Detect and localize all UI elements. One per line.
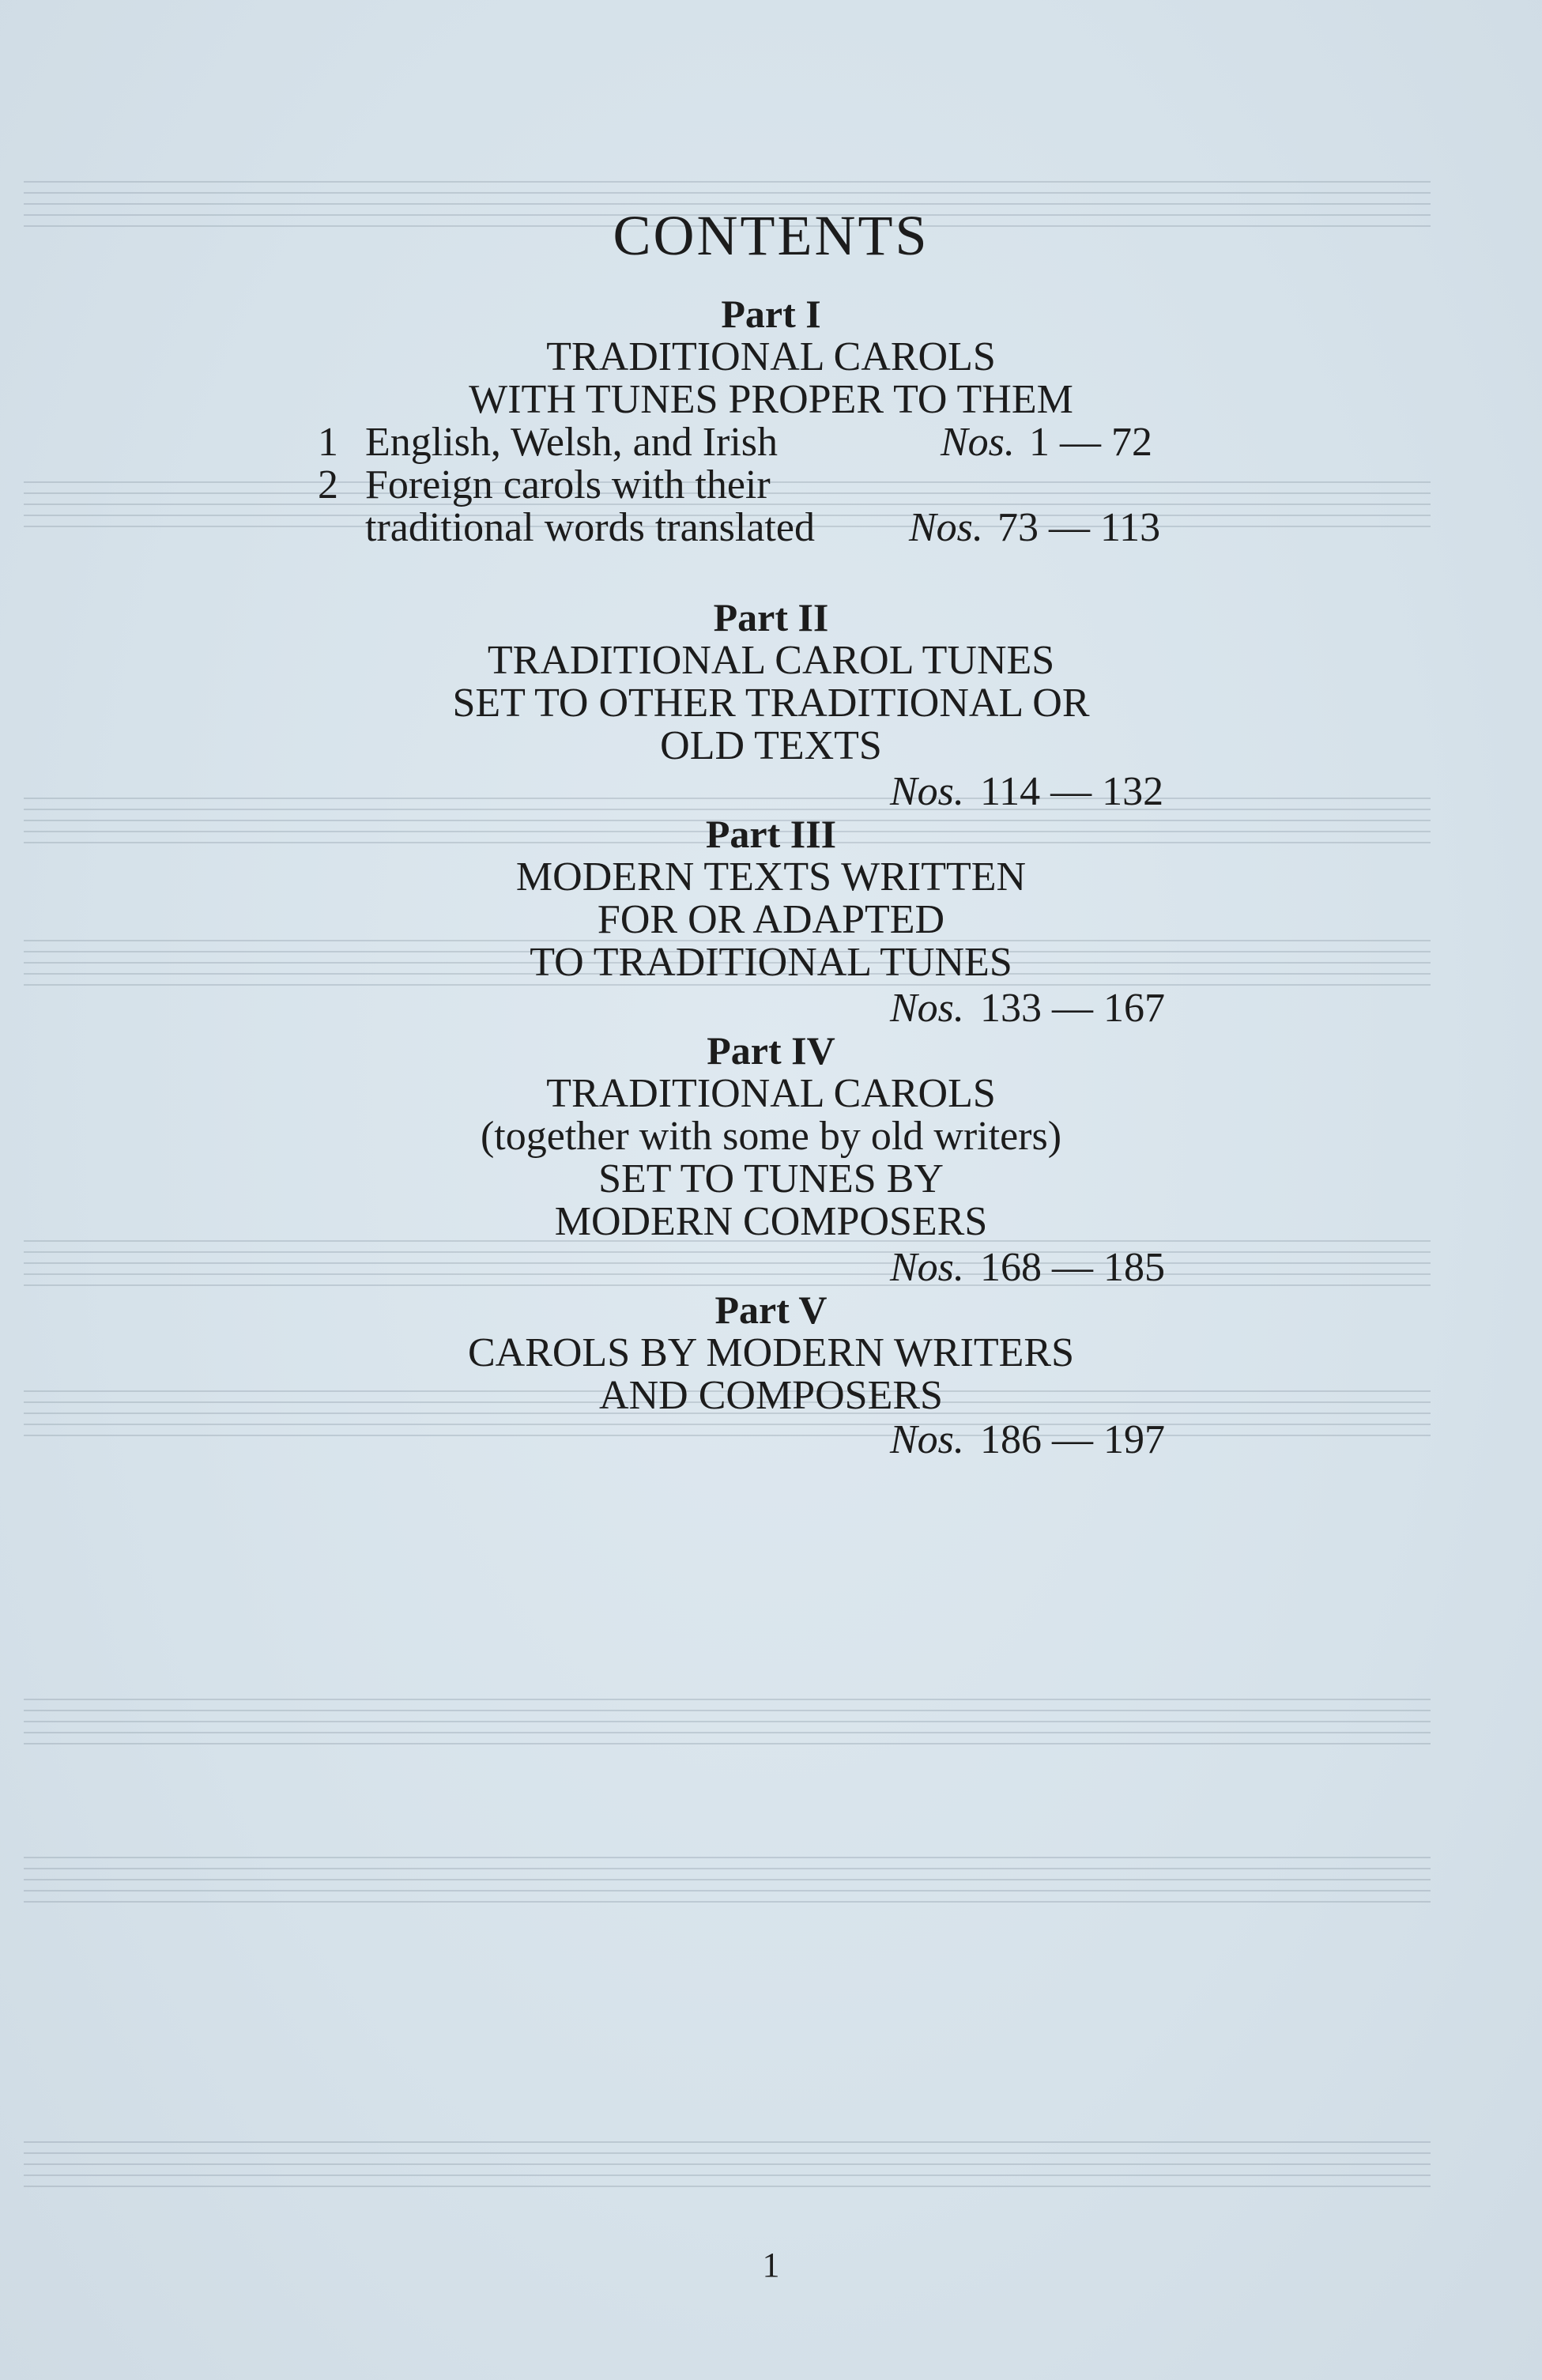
part-1-entry-2-range: 73 — 113 xyxy=(997,505,1161,550)
part-1-entry-2-number: 2 xyxy=(318,462,338,507)
part-1-entry-2-text: Foreign carols with their xyxy=(365,462,771,507)
part-4-nos-label: Nos. xyxy=(890,1245,964,1290)
part-4-line-2: (together with some by old writers) xyxy=(480,1114,1062,1159)
part-1-line-2: WITH TUNES PROPER TO THEM xyxy=(469,377,1073,422)
part-3-line-3: TO TRADITIONAL TUNES xyxy=(530,940,1012,985)
part-2-line-3: OLD TEXTS xyxy=(660,723,882,768)
part-4-range: 168 — 185 xyxy=(980,1245,1165,1290)
part-5-line-2: AND COMPOSERS xyxy=(599,1373,943,1418)
part-3-line-2: FOR OR ADAPTED xyxy=(597,897,945,942)
part-4-heading: Part IV xyxy=(707,1028,835,1073)
part-1-entry-1-nos-label: Nos. xyxy=(941,420,1015,465)
part-3-nos-label: Nos. xyxy=(890,986,964,1031)
part-3-line-1: MODERN TEXTS WRITTEN xyxy=(515,854,1027,900)
part-1-heading: Part I xyxy=(721,292,821,336)
part-2-range: 114 — 132 xyxy=(980,769,1164,814)
part-1-entry-2-text-continued: traditional words translated xyxy=(365,505,815,550)
part-2-line-1: TRADITIONAL CAROL TUNES xyxy=(487,638,1055,683)
part-5-range: 186 — 197 xyxy=(980,1417,1165,1462)
part-4-line-3: SET TO TUNES BY xyxy=(598,1156,944,1201)
part-1-entry-1-number: 1 xyxy=(318,420,338,465)
part-1-entry-1-range: 1 — 72 xyxy=(1029,420,1152,465)
part-3-range: 133 — 167 xyxy=(980,986,1165,1031)
page-number: 1 xyxy=(762,2246,780,2284)
part-1-line-1: TRADITIONAL CAROLS xyxy=(546,334,996,379)
page-title: CONTENTS xyxy=(613,204,929,267)
part-1-entry-1-text: English, Welsh, and Irish xyxy=(365,420,779,465)
part-3-heading: Part III xyxy=(705,812,837,856)
part-5-line-1: CAROLS BY MODERN WRITERS xyxy=(467,1330,1075,1375)
part-2-heading: Part II xyxy=(713,595,829,639)
part-2-nos-label: Nos. xyxy=(890,769,964,814)
part-2-line-2: SET TO OTHER TRADITIONAL OR xyxy=(452,681,1090,726)
part-5-heading: Part V xyxy=(714,1288,828,1332)
part-5-nos-label: Nos. xyxy=(890,1417,964,1462)
part-1-entry-2-nos-label: Nos. xyxy=(909,505,983,550)
part-4-line-1: TRADITIONAL CAROLS xyxy=(546,1071,996,1116)
part-4-line-4: MODERN COMPOSERS xyxy=(554,1199,988,1244)
